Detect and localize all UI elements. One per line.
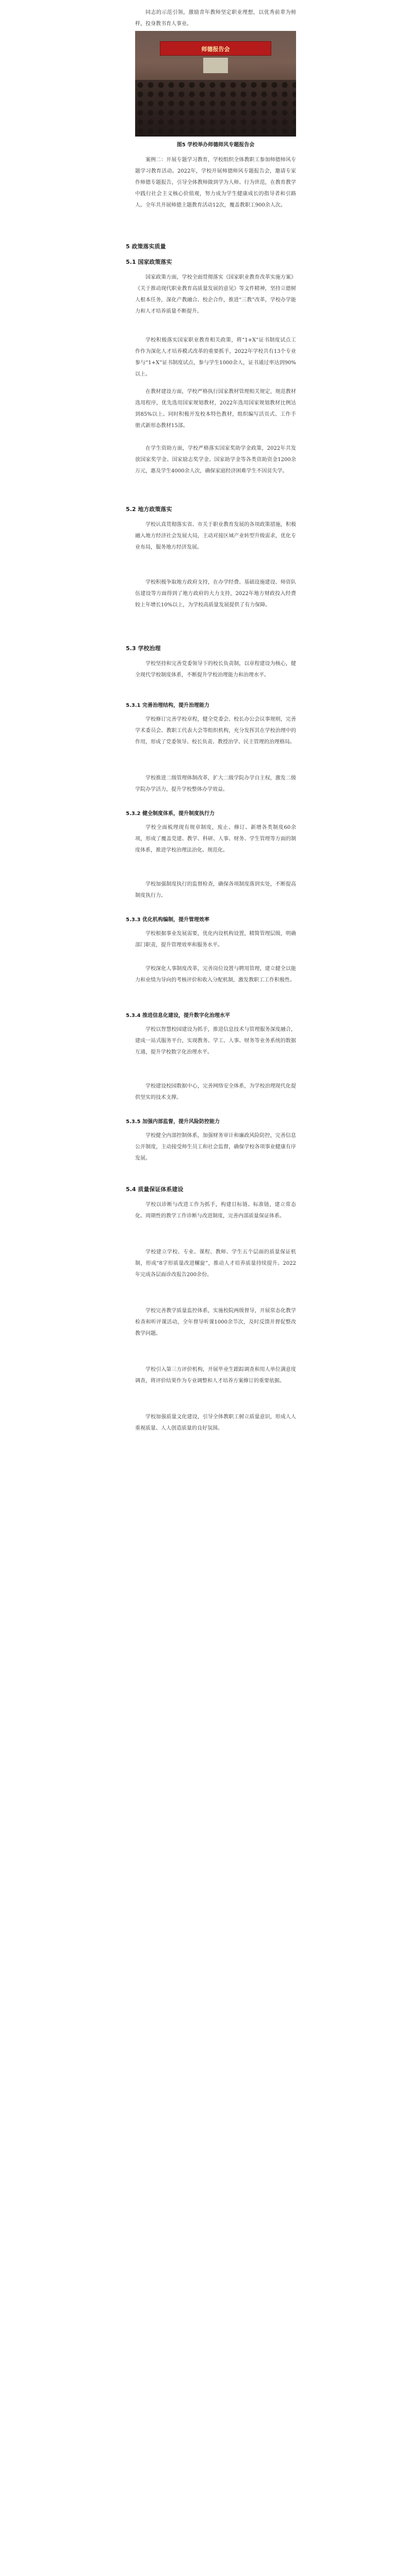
subheading-5-3-4: 5.3.4 推进信息化建设，提升数字化治理水平 — [126, 1013, 230, 1019]
s531-paragraph-2: 学校推进二级管理体制改革，扩大二级学院办学自主权，激发二级学院办学活力，提升学校整体办学效益。 — [135, 775, 296, 792]
s54-paragraph-2: 学校建立学校、专业、课程、教师、学生五个层面的质量保证机制，形成“8字形质量改进螺旋”，推动人才培养质量持续提升。2022年完成各层面诊改报告200余份。 — [135, 1249, 296, 1278]
s51-paragraph-3: 在教材建设方面，学校严格执行国家教材管理相关规定，规范教材选用程序，优先选用国家规划教材，2022年选用国家规划教材比例达到85%以上。同时积极开发校本特色教材，组织编写活页式、工作手册式新形态教材15部。 — [135, 389, 296, 429]
s54-paragraph-1: 学校以诊断与改进工作为抓手，构建目标链、标准链，建立常态化、周期性的教学工作诊断与改进制度，完善内部质量保证体系。 — [135, 1202, 296, 1219]
s533-paragraph-1: 学校根据事业发展需要，优化内设机构设置，精简管理层级，明确部门职责，提升管理效率和服务水平。 — [135, 931, 296, 948]
s534-paragraph-2: 学校建设校园数据中心，完善网络安全体系，为学校治理现代化提供坚实的技术支撑。 — [135, 1083, 296, 1100]
s54-paragraph-3: 学校完善教学质量监控体系，实施校院两级督导，开展常态化教学检查和听评课活动，全年督导听课1000余节次，及时反馈并督促整改教学问题。 — [135, 1308, 296, 1336]
photo-caption: 图5 学校举办师德师风专题报告会 — [176, 142, 255, 148]
intro-paragraph-1: 同志的示范引领，激励青年教师坚定职业理想，以优秀前辈为榜样，投身教书育人事业。 — [135, 10, 296, 27]
s535-paragraph-1: 学校健全内部控制体系，加强财务审计和廉政风险防控，完善信息公开制度，主动接受师生员工和社会监督，确保学校各项事业健康有序发展。 — [135, 1133, 296, 1161]
subheading-5-3-1: 5.3.1 完善治理结构，提升治理能力 — [126, 703, 209, 708]
s531-paragraph-1: 学校修订完善学校章程，健全党委会、校长办公会议事规则，完善学术委员会、教职工代表大会等组织机构，充分发挥其在学校治理中的作用，形成了党委领导、校长负责、教授治学、民主管理的治理格局。 — [135, 717, 296, 745]
subheading-5-3-3: 5.3.3 优化机构编制，提升管理效率 — [126, 917, 209, 923]
subheading-5-3-5: 5.3.5 加强内部监督，提升风险防控能力 — [126, 1119, 220, 1125]
s53-paragraph-1: 学校坚持和完善党委领导下的校长负责制，以章程建设为核心，健全现代学校制度体系，不断提升学校治理能力和治理水平。 — [135, 661, 296, 678]
section-heading-5: 5 政策落实质量 — [126, 243, 166, 250]
intro-paragraph-2: 案例二：开展专题学习教育，学校组织全体教职工参加师德师风专题学习教育活动。2022年，学校开展师德师风专题报告会，邀请专家作师德专题报告，引导全体教师做到学为人师、行为世范，在教育教学中践行社会主义核心价值观，努力成为学生健康成长的指导者和引路人。全年共开展师德主题教育活动12次，覆盖教职工900余人次。 — [135, 157, 296, 208]
s54-paragraph-4: 学校引入第三方评价机构，开展毕业生跟踪调查和用人单位满意度调查，将评价结果作为专业调整和人才培养方案修订的重要依据。 — [135, 1367, 296, 1384]
audience-crowd — [135, 80, 296, 137]
s51-paragraph-4: 在学生资助方面，学校严格落实国家奖助学金政策，2022年共发放国家奖学金、国家励志奖学金、国家助学金等各类资助资金1200余万元，惠及学生4000余人次，确保家庭经济困难学生不因贫失学。 — [135, 446, 296, 474]
s52-paragraph-2: 学校积极争取地方政府支持，在办学经费、基础设施建设、师资队伍建设等方面得到了地方政府的大力支持，2022年地方财政投入经费较上年增长10%以上，为学校高质量发展提供了有力保障。 — [135, 580, 296, 608]
s52-paragraph-1: 学校认真贯彻落实省、市关于职业教育发展的各项政策措施，积极融入地方经济社会发展大局，主动对接区域产业转型升级需求，优化专业布局，服务地方经济发展。 — [135, 522, 296, 550]
s51-paragraph-2: 学校积极落实国家职业教育相关政策，将“1+X”证书制度试点工作作为深化人才培养模式改革的重要抓手，2022年学校共有13个专业参与“1+X”证书制度试点，参与学生1000余人，证书通过率达到90%以上。 — [135, 337, 296, 377]
s533-paragraph-2: 学校深化人事制度改革，完善岗位设置与聘用管理，建立健全以能力和业绩为导向的考核评价和收入分配机制，激发教职工工作积极性。 — [135, 966, 296, 983]
subheading-5-3-2: 5.3.2 健全制度体系，提升制度执行力 — [126, 811, 215, 817]
s51-paragraph-1: 国家政策方面，学校全面贯彻落实《国家职业教育改革实施方案》《关于推动现代职业教育高质量发展的意见》等文件精神，坚持立德树人根本任务，深化产教融合、校企合作，推进“三教”改革，学校办学能力和人才培养质量不断提升。 — [135, 275, 296, 314]
s532-paragraph-1: 学校全面梳理现有规章制度，废止、修订、新增各类制度60余项，形成了覆盖党建、教学、科研、人事、财务、学生管理等方面的制度体系，推进学校治理法治化、规范化。 — [135, 825, 296, 853]
section-heading-5-3: 5.3 学校治理 — [126, 645, 161, 652]
projection-screen — [203, 58, 228, 73]
s534-paragraph-1: 学校以智慧校园建设为抓手，推进信息技术与管理服务深度融合，建成一站式服务平台，实现教务、学工、人事、财务等业务系统的数据互通，提升学校数字化治理水平。 — [135, 1027, 296, 1055]
banner-text: 师德报告会 — [201, 46, 230, 53]
s54-paragraph-5: 学校加强质量文化建设，引导全体教职工树立质量意识，形成人人重视质量、人人创造质量的良好氛围。 — [135, 1414, 296, 1431]
section-heading-5-1: 5.1 国家政策落实 — [126, 259, 172, 265]
section-heading-5-2: 5.2 地方政策落实 — [126, 506, 172, 513]
section-heading-5-4: 5.4 质量保证体系建设 — [126, 1186, 184, 1193]
s532-paragraph-2: 学校加强制度执行的监督检查，确保各项制度落到实处，不断提高制度执行力。 — [135, 882, 296, 899]
stage-banner — [160, 41, 271, 56]
lecture-hall-photo — [135, 31, 296, 137]
